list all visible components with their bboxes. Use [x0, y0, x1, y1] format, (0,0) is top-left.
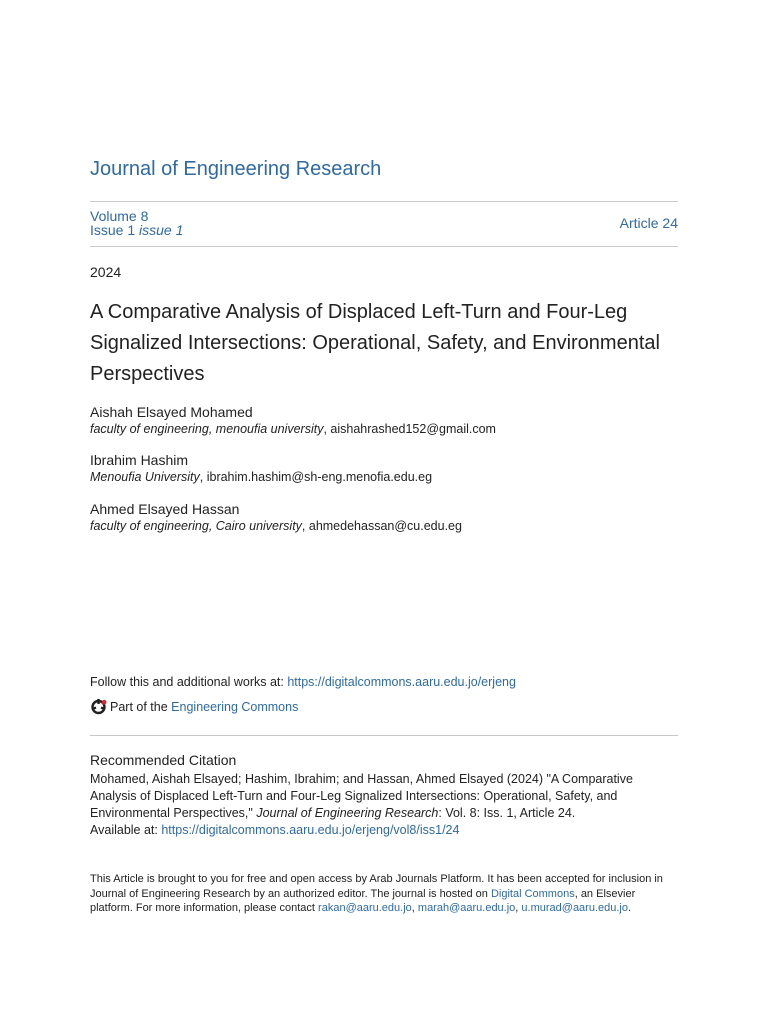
issue-link[interactable] — [90, 223, 183, 237]
commons-icon — [90, 698, 107, 715]
author-block-1 — [90, 403, 496, 438]
author-affiliation-line — [90, 421, 496, 438]
citation-volume: : Vol. 8: Iss. 1, Article 24. — [438, 806, 576, 820]
author-affiliation-line — [90, 518, 462, 535]
citation-url-link[interactable]: https://digitalcommons.aaru.edu.jo/erjeng/vol8/iss1/24 — [161, 823, 460, 837]
part-of-text: Part of the — [110, 699, 168, 714]
notice-text-2: , an Elsevier platform. For more information, please contact — [90, 887, 636, 915]
available-label: Available at: — [90, 823, 162, 837]
author-affiliation: faculty of engineering, menoufia university — [90, 422, 324, 436]
author-affiliation: Menoufia University — [90, 470, 200, 484]
author-email: , ahmedehassan@cu.edu.eg — [301, 519, 462, 533]
contact-email-2[interactable]: marah@aaru.edu.jo — [417, 902, 516, 915]
citation-journal: Journal of Engineering Research — [256, 806, 439, 820]
article-title: A Comparative Analysis of Displaced Left-Turn and Four-Leg Signalized Intersections: Operational, Safety, and Environmental Perspectives — [90, 301, 660, 385]
citation-body — [90, 771, 678, 839]
author-email: , aishahrashed152@gmail.com — [323, 422, 496, 436]
author-affiliation-line — [90, 469, 432, 486]
issue-italic-label: issue 1 — [139, 222, 184, 238]
volume-link[interactable]: Volume 8 — [90, 208, 149, 224]
citation-heading: Recommended Citation — [90, 752, 237, 768]
follow-link[interactable]: https://digitalcommons.aaru.edu.jo/erjeng — [287, 675, 516, 689]
notice-end: . — [627, 902, 632, 915]
engineering-commons-link[interactable]: Engineering Commons — [171, 699, 299, 714]
author-block-3 — [90, 500, 462, 535]
citation-text: Mohamed, Aishah Elsayed; Hashim, Ibrahim; and Hassan, Ahmed Elsayed (2024) "A Comparative Analysis of Displaced Left-Turn and Four-Leg Signalized Intersections: Operational, Safety, and Environmental Perspectives," — [90, 772, 633, 820]
notice-text: This Article is brought to you for free and open access by Arab Journals Platform. It has been accepted for inclusion in Journal of Engineering Research by an authorized editor. The journal is hosted on — [90, 873, 663, 900]
follow-text: Follow this and additional works at: — [90, 675, 288, 689]
article-link[interactable]: Article 24 — [619, 215, 678, 231]
issue-label: Issue 1 — [90, 222, 136, 238]
author-email: , ibrahim.hashim@sh-eng.menofia.edu.eg — [199, 470, 433, 484]
separator: , — [515, 902, 522, 915]
author-name: Ahmed Elsayed Hassan — [90, 501, 240, 517]
digital-commons-link[interactable]: Digital Commons — [490, 887, 575, 900]
divider-bottom — [90, 735, 678, 736]
divider-middle — [90, 246, 678, 247]
contact-email-1[interactable]: rakan@aaru.edu.jo — [318, 902, 412, 915]
author-name: Ibrahim Hashim — [90, 452, 189, 468]
divider-top — [90, 201, 678, 202]
part-of-line — [90, 698, 298, 715]
follow-line — [90, 675, 516, 689]
publication-year: 2024 — [90, 264, 122, 280]
access-notice — [90, 872, 678, 916]
contact-email-3[interactable]: u.murad@aaru.edu.jo — [521, 902, 628, 915]
author-affiliation: faculty of engineering, Cairo university — [90, 519, 302, 533]
author-name: Aishah Elsayed Mohamed — [90, 404, 253, 420]
author-block-2 — [90, 451, 432, 486]
separator: , — [411, 902, 418, 915]
journal-title-link[interactable]: Journal of Engineering Research — [90, 158, 382, 180]
